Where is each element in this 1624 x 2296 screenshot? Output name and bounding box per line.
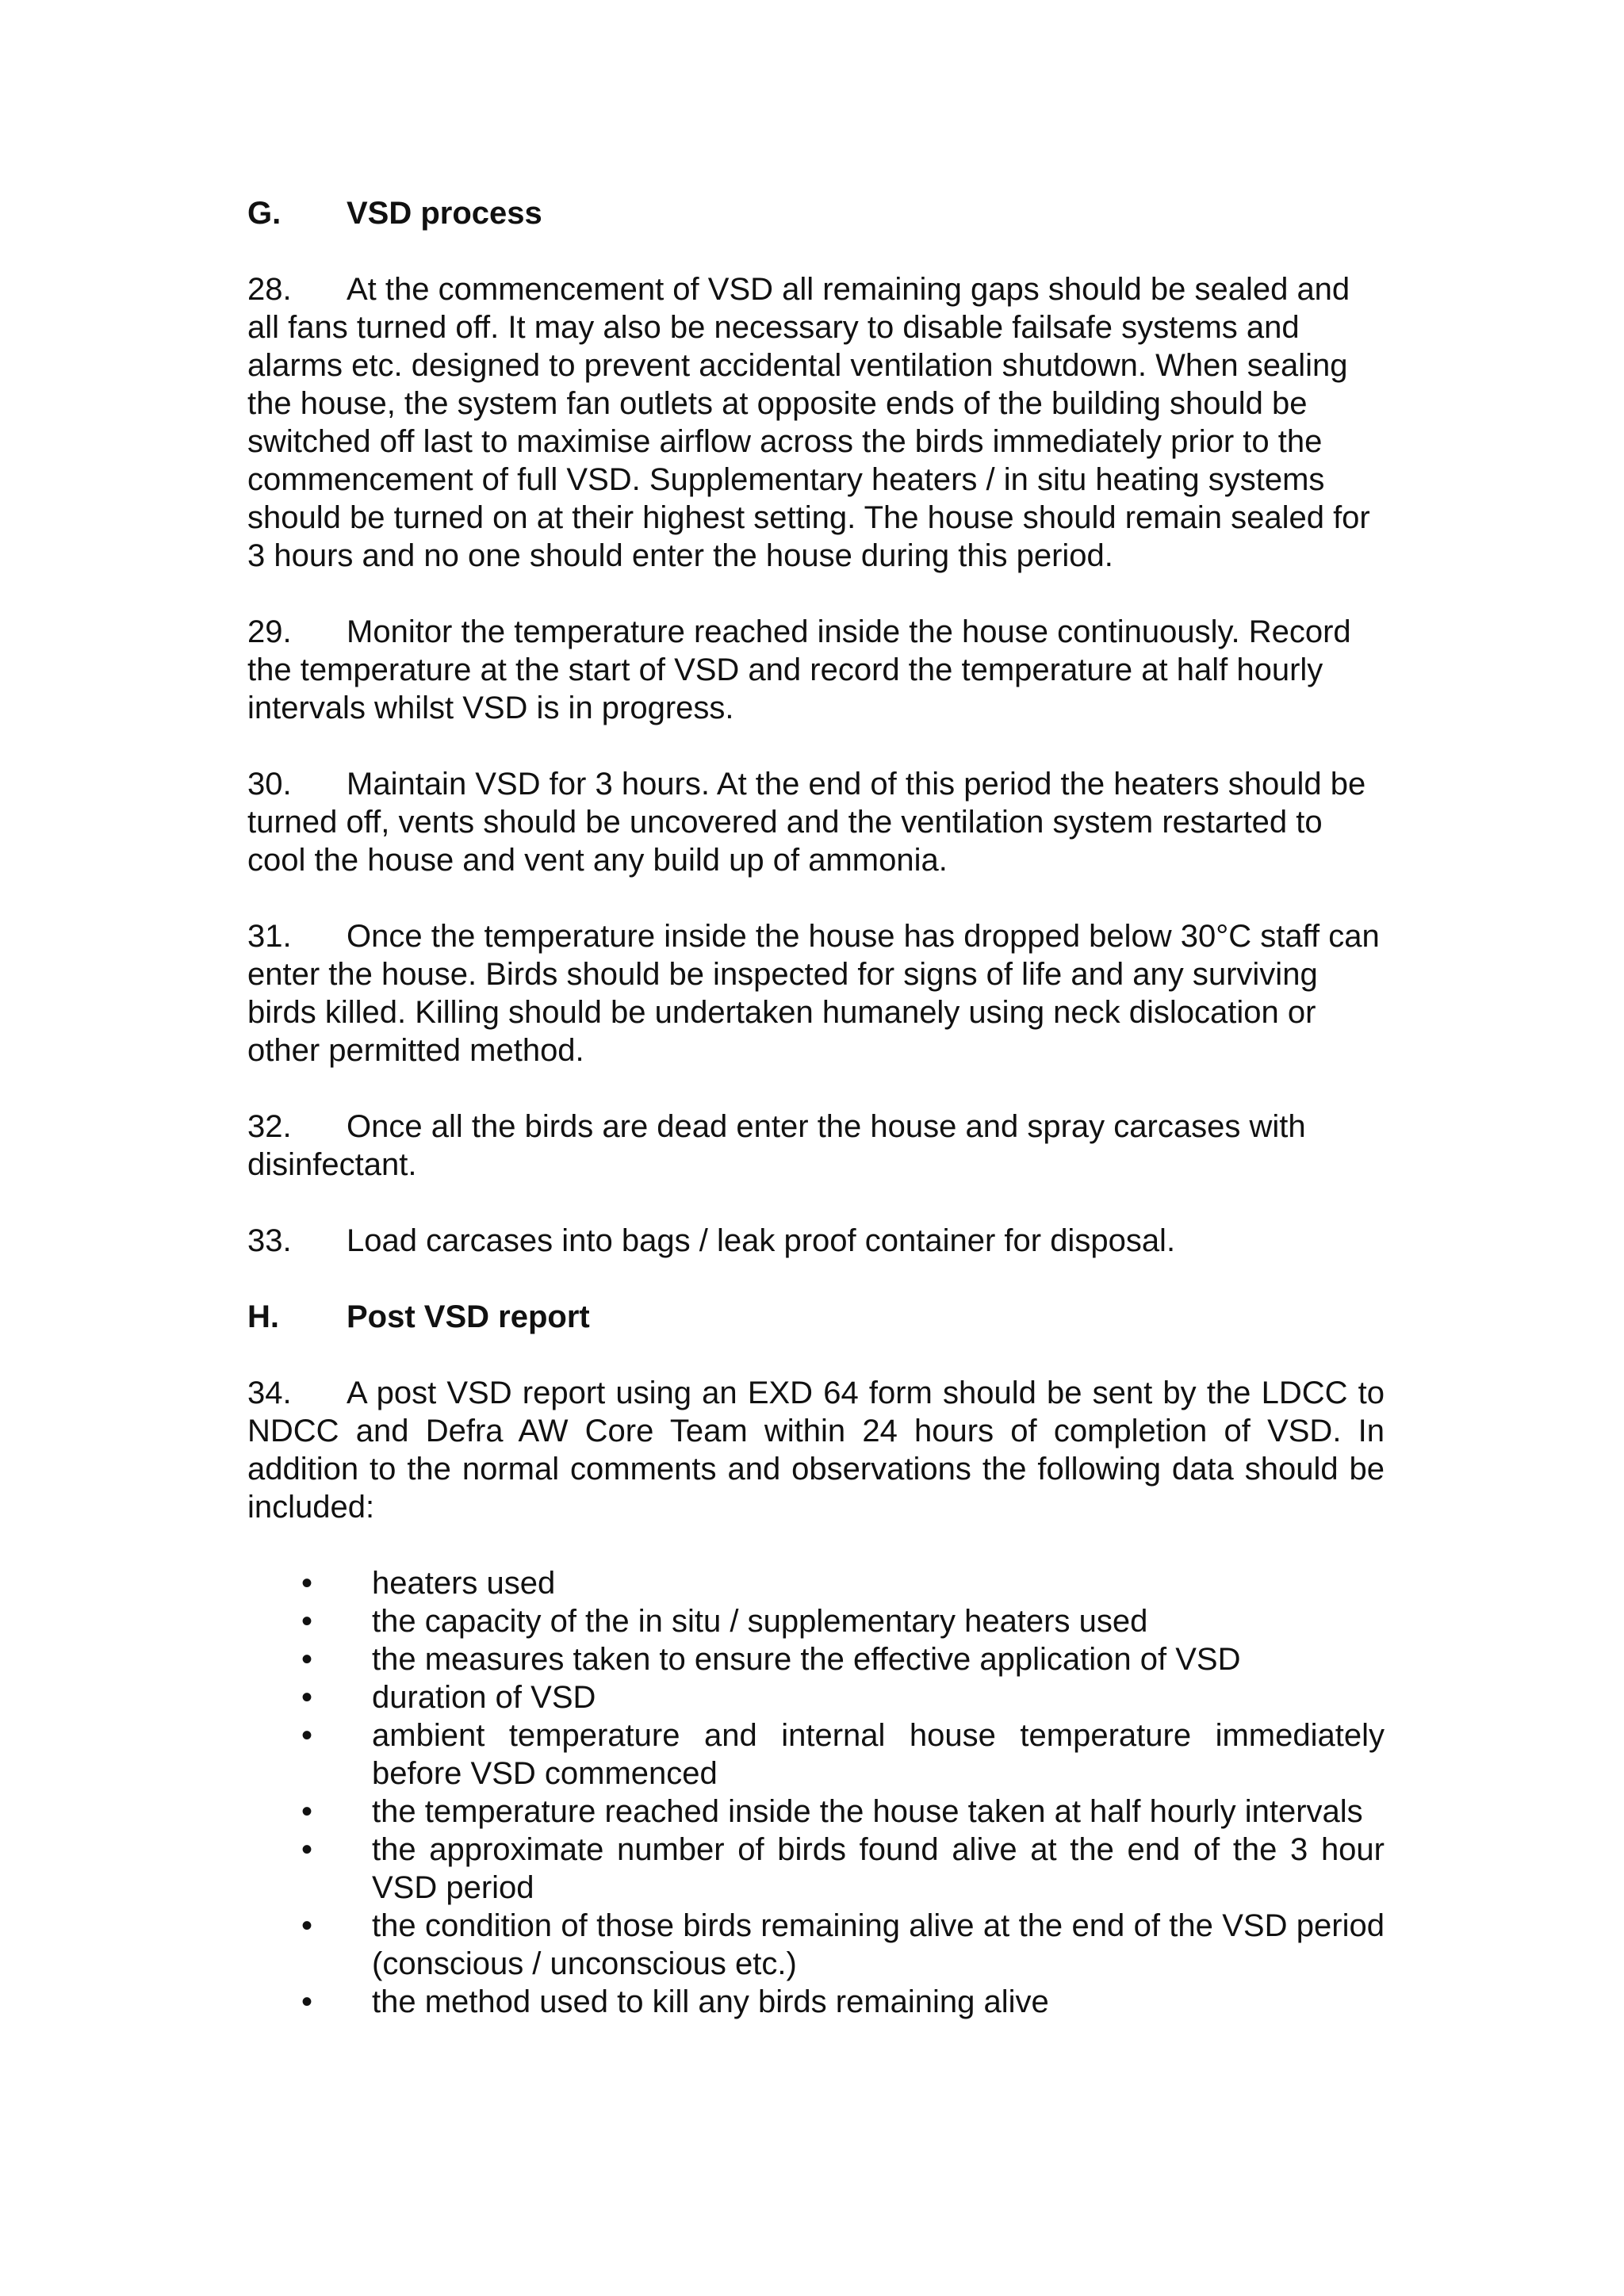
paragraph-text: Maintain VSD for 3 hours. At the end of this period the heaters should be turned off, vents should be uncovered and the ventilation system restarted to cool the house and vent any build up of ammonia. — [247, 767, 1366, 878]
paragraph-text: Monitor the temperature reached inside the house continuously. Record the temperature at the start of VSD and record the temperature at half hourly intervals whilst VSD is in progress. — [247, 614, 1351, 725]
list-item — [247, 1716, 1385, 1793]
list-item — [247, 1602, 1385, 1640]
paragraph-29 — [247, 613, 1385, 727]
list-item-text: ambient temperature and internal house temperature immediately before VSD commenced — [372, 1718, 1385, 1791]
bullet-icon: • — [301, 1908, 313, 1943]
bullet-icon: • — [301, 1794, 313, 1829]
paragraph-31 — [247, 917, 1385, 1070]
section-letter: H. — [247, 1299, 279, 1334]
list-item — [247, 1640, 1385, 1678]
paragraph-30 — [247, 765, 1385, 879]
list-item — [247, 1831, 1385, 1907]
paragraph-text: A post VSD report using an EXD 64 form should be sent by the LDCC to NDCC and Defra AW Core Team within 24 hours of completion of VSD. In addition to the normal comments and observations the following data should be included: — [247, 1376, 1385, 1525]
list-item — [247, 1793, 1385, 1831]
list-item-text: heaters used — [372, 1566, 556, 1601]
paragraph-number: 33. — [247, 1223, 292, 1258]
paragraph-number: 31. — [247, 919, 292, 954]
list-item-text: the condition of those birds remaining alive at the end of the VSD period (conscious / unconscious etc.) — [372, 1908, 1385, 1981]
list-item-text: the capacity of the in situ / supplementary heaters used — [372, 1604, 1148, 1639]
list-item-text: the approximate number of birds found alive at the end of the 3 hour VSD period — [372, 1832, 1385, 1905]
bullet-icon: • — [301, 1680, 313, 1715]
list-item — [247, 1983, 1385, 2021]
section-heading-g — [247, 194, 1385, 232]
bullet-icon: • — [301, 1718, 313, 1753]
paragraph-text: Once all the birds are dead enter the house and spray carcases with disinfectant. — [247, 1109, 1306, 1182]
bullet-icon: • — [301, 1642, 313, 1677]
section-heading-h — [247, 1298, 1385, 1336]
paragraph-number: 29. — [247, 614, 292, 649]
document-page — [247, 194, 1385, 2021]
bullet-icon: • — [301, 1832, 313, 1867]
paragraph-28 — [247, 270, 1385, 575]
paragraph-number: 28. — [247, 272, 292, 307]
list-item — [247, 1564, 1385, 1602]
paragraph-text: Once the temperature inside the house has dropped below 30°C staff can enter the house. Birds should be inspected for signs of life and any surviving birds killed. Killing should be undertaken humanely using neck dislocation or other permitted method. — [247, 919, 1380, 1068]
bullet-icon: • — [301, 1604, 313, 1639]
section-title: VSD process — [347, 196, 542, 231]
paragraph-number: 32. — [247, 1109, 292, 1144]
paragraph-number: 30. — [247, 767, 292, 802]
paragraph-32 — [247, 1108, 1385, 1184]
list-item — [247, 1907, 1385, 1983]
paragraph-33 — [247, 1222, 1385, 1260]
report-data-list — [247, 1564, 1385, 2021]
paragraph-text: At the commencement of VSD all remaining gaps should be sealed and all fans turned off. It may also be necessary to disable failsafe systems and alarms etc. designed to prevent accidental ventilation shutdown. When sealing the house, the system fan outlets at opposite ends of the building should be switched off last to maximise airflow across the birds immediately prior to the commencement of full VSD. Supplementary heaters / in situ heating systems should be turned on at their highest setting. The house should remain sealed for 3 hours and no one should enter the house during this period. — [247, 272, 1370, 573]
bullet-icon: • — [301, 1566, 313, 1601]
paragraph-number: 34. — [247, 1376, 292, 1410]
paragraph-text: Load carcases into bags / leak proof container for disposal. — [347, 1223, 1176, 1258]
list-item-text: duration of VSD — [372, 1680, 596, 1715]
bullet-icon: • — [301, 1984, 313, 2019]
list-item-text: the measures taken to ensure the effective application of VSD — [372, 1642, 1241, 1677]
section-letter: G. — [247, 196, 282, 231]
paragraph-34 — [247, 1374, 1385, 1526]
list-item — [247, 1678, 1385, 1716]
list-item-text: the method used to kill any birds remaining alive — [372, 1984, 1049, 2019]
section-title: Post VSD report — [347, 1299, 590, 1334]
list-item-text: the temperature reached inside the house taken at half hourly intervals — [372, 1794, 1363, 1829]
